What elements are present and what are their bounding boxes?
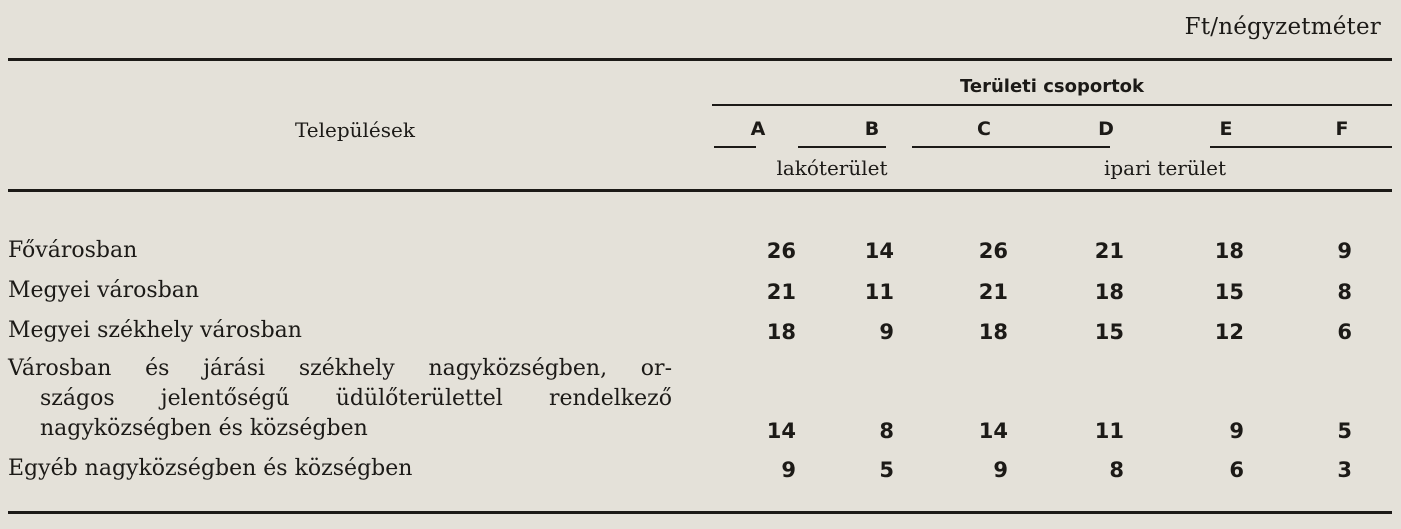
table-cell: 9 [993,458,1008,482]
row-label: Fővárosban [8,238,138,263]
table-cell: 8 [1109,458,1124,482]
table-cell: 21 [766,280,796,304]
col-header-e: E [1219,118,1233,140]
table-cell: 15 [1214,280,1244,304]
table-cell: 8 [879,419,894,443]
col-header-b: B [864,118,880,140]
row-label: Egyéb nagyközségben és községben [8,456,413,481]
table-cell: 21 [978,280,1008,304]
groups-header: Területi csoportok [959,76,1145,97]
table-cell: 18 [1214,239,1244,263]
residential-rule-right [798,146,886,148]
row-label: Megyei székhely városban [8,318,302,343]
col-header-a: A [750,118,766,140]
top-rule [8,58,1392,61]
row-label-line: Városban és járási székhely nagyközségben, or- [8,356,672,381]
table-cell: 26 [766,239,796,263]
table-cell: 9 [879,320,894,344]
table-cell: 8 [1337,280,1352,304]
row-label-line: szágos jelentőségű üdülőterülettel rendelkező [40,386,672,411]
table-cell: 11 [1094,419,1124,443]
table-cell: 14 [978,419,1008,443]
industrial-rule-left [912,146,1110,148]
bottom-rule [8,511,1392,514]
col-header-c: C [977,118,991,140]
table-cell: 11 [864,280,894,304]
unit-label: Ft/négyzetméter [1184,14,1381,40]
row-label-line: nagyközségben és községben [40,416,368,441]
table-cell: 26 [978,239,1008,263]
table-cell: 18 [1094,280,1124,304]
table-cell: 6 [1229,458,1244,482]
row-label: Megyei városban [8,278,200,303]
table-cell: 14 [864,239,894,263]
table-cell: 12 [1214,320,1244,344]
table-cell: 18 [766,320,796,344]
table-cell: 5 [879,458,894,482]
table-cell: 21 [1094,239,1124,263]
industrial-rule-right [1210,146,1392,148]
table-cell: 9 [781,458,796,482]
table-cell: 9 [1229,419,1244,443]
col-header-f: F [1335,118,1349,140]
row-label-multiline [8,354,672,444]
table-cell: 18 [978,320,1008,344]
table-cell: 14 [766,419,796,443]
residential-rule-left [714,146,756,148]
settlements-header: Települések [295,118,415,142]
col-header-d: D [1098,118,1114,140]
groups-rule [712,104,1392,106]
residential-label: lakóterület [776,156,888,180]
table-cell: 5 [1337,419,1352,443]
industrial-label: ipari terület [1103,156,1227,180]
header-bottom-rule [8,189,1392,192]
table-cell: 9 [1337,239,1352,263]
table-cell: 3 [1337,458,1352,482]
table-cell: 15 [1094,320,1124,344]
table-cell: 6 [1337,320,1352,344]
